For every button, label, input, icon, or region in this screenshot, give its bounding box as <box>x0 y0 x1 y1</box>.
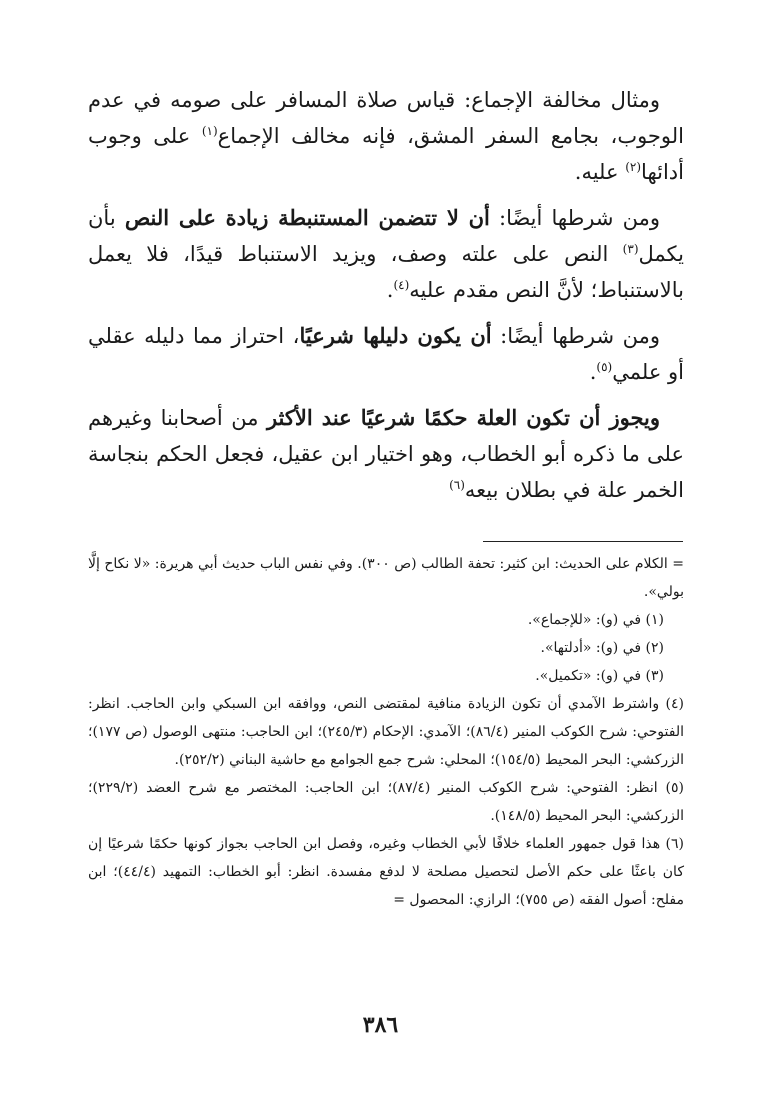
footnote-separator <box>483 541 683 542</box>
p1-text: ومثال مخالفة الإجماع: قياس صلاة المسافر على صومه في عدم الوجوب، بجامع السفر المشق، فإنه مخالف الإجماع <box>88 88 684 148</box>
p3-text-c: . <box>589 360 597 384</box>
paragraph-3 <box>88 318 684 390</box>
footnote-ref-5: (٥) <box>596 360 613 374</box>
footnote-continuation: = الكلام على الحديث: ابن كثير: تحفة الطالب (ص ٣٠٠). وفي نفس الباب حديث أبي هريرة: «لا نكاح إلَّا بولي». <box>88 556 684 600</box>
footnote-ref-3: (٣) <box>622 242 639 256</box>
footnote-6: (٦) هذا قول جمهور العلماء خلافًا لأبي الخطاب وغيره، وفصل ابن الحاجب بجواز كونها حكمًا شرعيًا إن كان باعثًا على حكم الأصل لتحصيل مصلحة لا لدفع مفسدة. انظر: أبو الخطاب: التمهيد (٤٤/٤)؛ ابن مفلح: أصول الفقه (ص ٧٥٥)؛ الرازي: المحصول = <box>88 836 684 908</box>
footnote-5: (٥) انظر: الفتوحي: شرح الكوكب المنير (٨٧/٤)؛ ابن الحاجب: المختصر مع شرح العضد (٢٢٩/٢)؛ الزركشي: البحر المحيط (١٤٨/٥). <box>88 780 684 824</box>
p3-bold: أن يكون دليلها شرعيًا <box>299 323 492 348</box>
footnote-ref-6: (٦) <box>449 478 465 492</box>
footnote-2: (٢) في (و): «أدلتها». <box>540 640 664 656</box>
p3-text-a: ومن شرطها أيضًا: <box>491 324 661 348</box>
page-number: ٣٨٦ <box>362 1012 399 1038</box>
p4-bold: ويجوز أن تكون العلة حكمًا شرعيًا عند الأكثر <box>266 405 660 430</box>
p2-text-d: . <box>386 278 394 302</box>
footnote-ref-1: (١) <box>201 124 218 138</box>
p4-text: من أصحابنا وغيرهم على ما ذكره أبو الخطاب، وهو اختيار ابن عقيل، فجعل الحكم بنجاسة الخمر علة في بطلان بيعه <box>88 406 684 502</box>
footnote-1: (١) في (و): «للإجماع». <box>527 612 664 628</box>
p1-text-b: على وجوب أدائها <box>88 124 684 184</box>
paragraph-4 <box>88 400 684 508</box>
p2-text-b: بأن يكمل <box>88 206 684 266</box>
p2-text-a: ومن شرطها أيضًا: <box>489 206 660 230</box>
footnote-4: (٤) واشترط الآمدي أن تكون الزيادة منافية لمقتضى النص، ووافقه ابن السبكي وابن الحاجب. انظر: الفتوحي: شرح الكوكب المنير (٨٦/٤)؛ الآمدي: الإحكام (٢٤٥/٣)؛ ابن الحاجب: منتهى الوصول (ص ١٧٧)؛ الزركشي: البحر المحيط (١٥٤/٥)؛ المحلي: شرح جمع الجوامع مع حاشية البناني (٢٥٢/٢). <box>88 696 684 768</box>
p1-text-c: عليه. <box>574 160 626 184</box>
paragraph-2 <box>88 200 684 308</box>
footnote-3: (٣) في (و): «تكميل». <box>535 668 664 684</box>
paragraph-1 <box>88 82 684 190</box>
footnotes <box>88 550 684 914</box>
main-text <box>88 82 684 518</box>
footnote-ref-4: (٤) <box>393 278 410 292</box>
p2-bold: أن لا تتضمن المستنبطة زيادة على النص <box>124 205 490 230</box>
p2-text-c: النص على علته وصف، ويزيد الاستنباط قيدًا، فلا يعمل بالاستنباط؛ لأنَّ النص مقدم عليه <box>88 242 684 302</box>
footnote-ref-2: (٢) <box>625 160 642 174</box>
p3-text-b: ، احتراز مما دليله عقلي أو علمي <box>88 324 684 384</box>
